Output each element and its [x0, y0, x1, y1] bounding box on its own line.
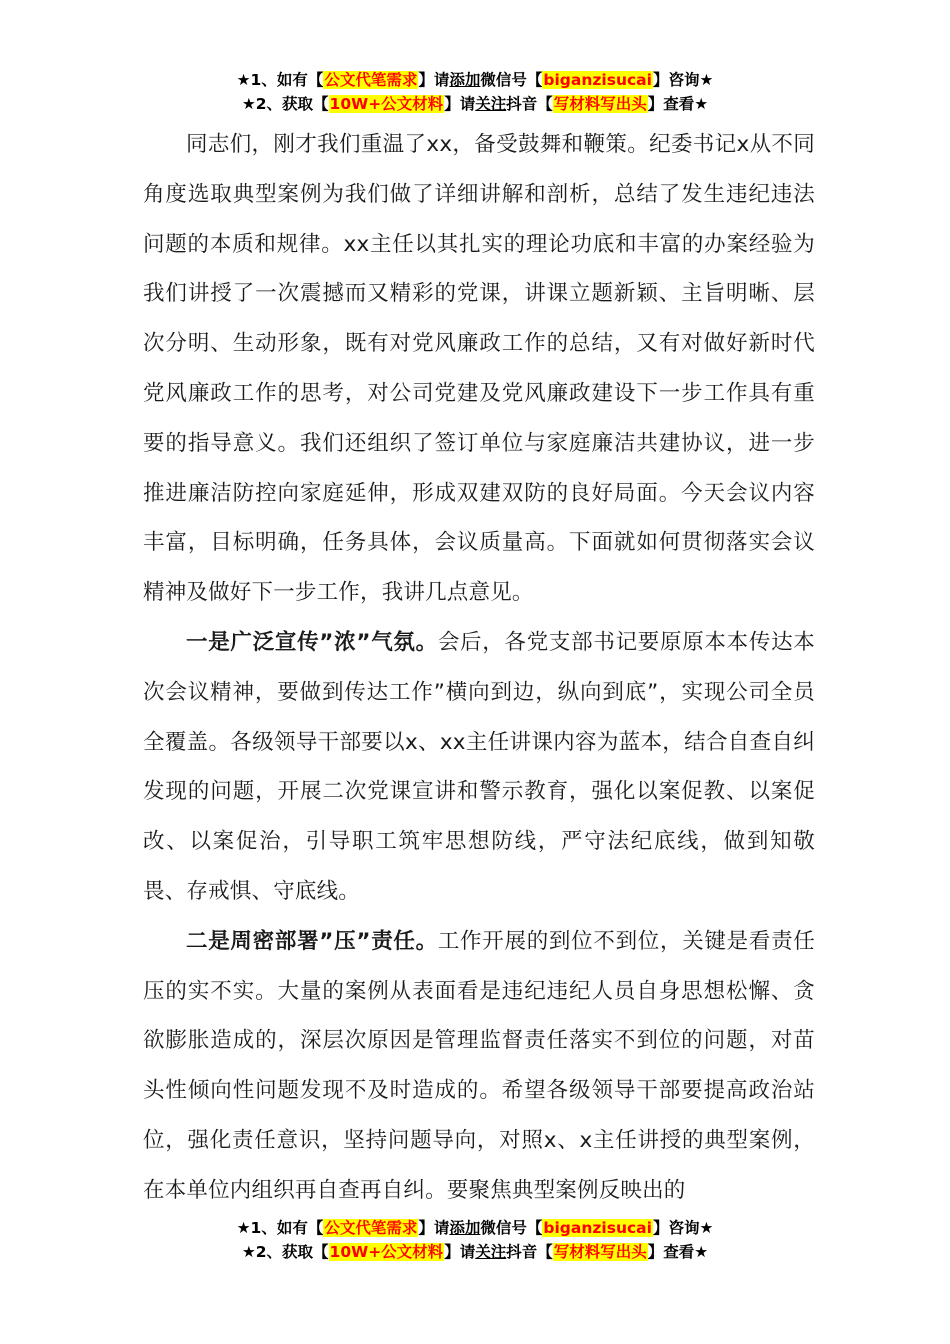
banner-text: 微信号【 [480, 1219, 543, 1237]
banner-line-2 [0, 92, 950, 116]
paragraph-lead-heading: 一是广泛宣传”浓”气氛。 [186, 629, 438, 655]
banner-line-2 [0, 1240, 950, 1264]
highlight-wechat-id: biganzisucai [543, 71, 652, 89]
banner-text: ★1、如有【 [236, 1219, 324, 1237]
header-banner [0, 68, 950, 116]
paragraph-intro: 同志们，刚才我们重温了xx，备受鼓舞和鞭策。纪委书记x从不同角度选取典型案例为我们做了详细讲解和剖析，总结了发生违纪违法问题的本质和规律。xx主任以其扎实的理论功底和丰富的办案经验为我们讲授了一次震撼而又精彩的党课，讲课立题新颖、主旨明晰、层次分明、生动形象，既有对党风廉政工作的总结，又有对做好新时代党风廉政工作的思考，对公司党建及党风廉政建设下一步工作具有重要的指导意义。我们还组织了签订单位与家庭廉洁共建协议，进一步推进廉洁防控向家庭延伸，形成双建双防的良好局面。今天会议内容丰富，目标明确，任务具体，会议质量高。下面就如何贯彻落实会议精神及做好下一步工作，我讲几点意见。 [143, 132, 815, 606]
banner-text: 】查看★ [647, 95, 709, 113]
banner-underlined-text: 关注 [475, 1243, 507, 1261]
highlight-service: 公文代笔需求 [324, 71, 418, 89]
banner-text: ★2、获取【 [241, 95, 329, 113]
highlight-douyin-account: 写材料写出头 [553, 95, 647, 113]
banner-line-1 [0, 1216, 950, 1240]
paragraph-lead-heading: 二是周密部署”压”责任。 [186, 928, 438, 954]
banner-text: 抖音【 [506, 95, 553, 113]
banner-text: 】咨询★ [652, 1219, 714, 1237]
highlight-douyin-account: 写材料写出头 [553, 1243, 647, 1261]
document-body [143, 120, 815, 1216]
highlight-wechat-id: biganzisucai [543, 1219, 652, 1237]
highlight-materials: 10W+公文材料 [329, 1243, 444, 1261]
footer-banner [0, 1216, 950, 1264]
paragraph-text: 工作开展的到位不到位，关键是看责任压的实不实。大量的案例从表面看是违纪违纪人员自身思想松懈、贪欲膨胀造成的，深层次原因是管理监督责任落实不到位的问题，对苗头性倾向性问题发现不及时造成的。希望各级领导干部要提高政治站位，强化责任意识，坚持问题导向，对照x、x主任讲授的典型案例，在本单位内组织再自查再自纠。要聚焦典型案例反映出的 [143, 928, 815, 1203]
banner-text: 】请 [444, 1243, 476, 1261]
banner-text: 微信号【 [480, 71, 543, 89]
banner-text: 抖音【 [506, 1243, 553, 1261]
banner-underlined-text: 添加 [449, 71, 481, 89]
banner-text: 】请 [444, 95, 476, 113]
banner-underlined-text: 添加 [449, 1219, 481, 1237]
paragraph-text: 会后，各党支部书记要原原本本传达本次会议精神，要做到传达工作”横向到边，纵向到底”，实现公司全员全覆盖。各级领导干部要以x、xx主任讲课内容为蓝本，结合自查自纠发现的问题，开展二次党课宣讲和警示教育，强化以案促教、以案促改、以案促治，引导职工筑牢思想防线，严守法纪底线，做到知敬畏、存戒惧、守底线。 [143, 629, 815, 904]
banner-text: 】咨询★ [652, 71, 714, 89]
banner-text: 】查看★ [647, 1243, 709, 1261]
banner-text: 】请 [418, 71, 450, 89]
banner-line-1 [0, 68, 950, 92]
paragraph-responsibility [143, 917, 815, 1216]
paragraph-publicity [143, 618, 815, 917]
banner-underlined-text: 关注 [475, 95, 507, 113]
banner-text: ★2、获取【 [241, 1243, 329, 1261]
banner-text: ★1、如有【 [236, 71, 324, 89]
highlight-service: 公文代笔需求 [324, 1219, 418, 1237]
banner-text: 】请 [418, 1219, 450, 1237]
highlight-materials: 10W+公文材料 [329, 95, 444, 113]
